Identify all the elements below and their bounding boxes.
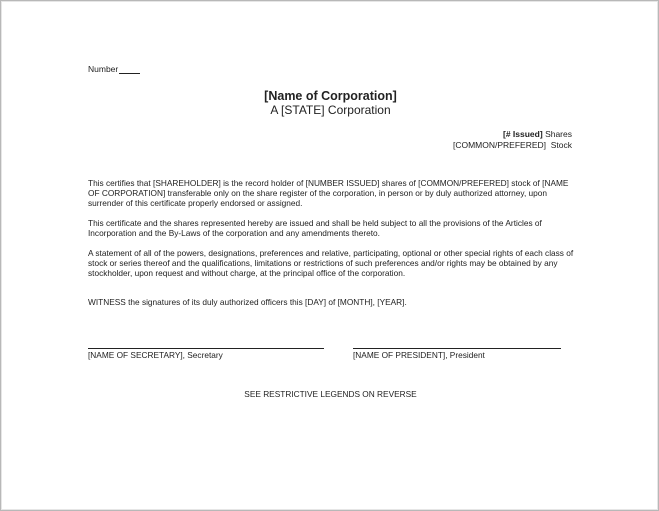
stock-class-value: [COMMON/PREFERED]	[452, 140, 546, 150]
rights-statement-paragraph: A statement of all of the powers, designations, preferences and relative, participating, optional or other special rights of each class of stock or series thereof and the qualifications, limitations or restrictions of such preferences and/or rights may be obtained by any stockholder, upon request and without charge, at the principal office of the corporation.	[88, 248, 574, 279]
secretary-signature-label: [NAME OF SECRETARY], Secretary	[88, 350, 223, 360]
number-label: Number	[88, 64, 119, 74]
reverse-legend-note: SEE RESTRICTIVE LEGENDS ON REVERSE	[244, 389, 417, 399]
certificate-number	[88, 64, 140, 74]
witness-paragraph: WITNESS the signatures of its duly authorized officers this [DAY] of [MONTH], [YEAR].	[88, 297, 407, 307]
number-blank-line	[119, 64, 140, 74]
corporation-state-subtitle: A [STATE] Corporation	[270, 103, 391, 117]
president-signature-label: [NAME OF PRESIDENT], President	[353, 350, 485, 360]
president-signature-line	[353, 348, 561, 349]
stock-class-row	[453, 140, 572, 150]
shares-label: Shares	[545, 129, 572, 139]
shares-issued-value: [# Issued]	[503, 129, 543, 139]
certification-paragraph: This certifies that [SHAREHOLDER] is the record holder of [NUMBER ISSUED] shares of [COMMON/PREFERED] stock of [NAME OF CORPORATION] transferable only on the share register of the corporation, in person or by duly authorized attorney, upon surrender of this certificate properly endorsed or assigned.	[88, 178, 569, 209]
stock-label: Stock	[550, 140, 572, 150]
secretary-signature-line	[88, 348, 324, 349]
provisions-paragraph: This certificate and the shares represented hereby are issued and shall be held subject to all the provisions of the Articles of Incorporation and the By-Laws of the corporation and any amendments thereto.	[88, 218, 542, 239]
shares-issued-row	[503, 129, 572, 139]
corporation-name-title: [Name of Corporation]	[264, 89, 397, 103]
